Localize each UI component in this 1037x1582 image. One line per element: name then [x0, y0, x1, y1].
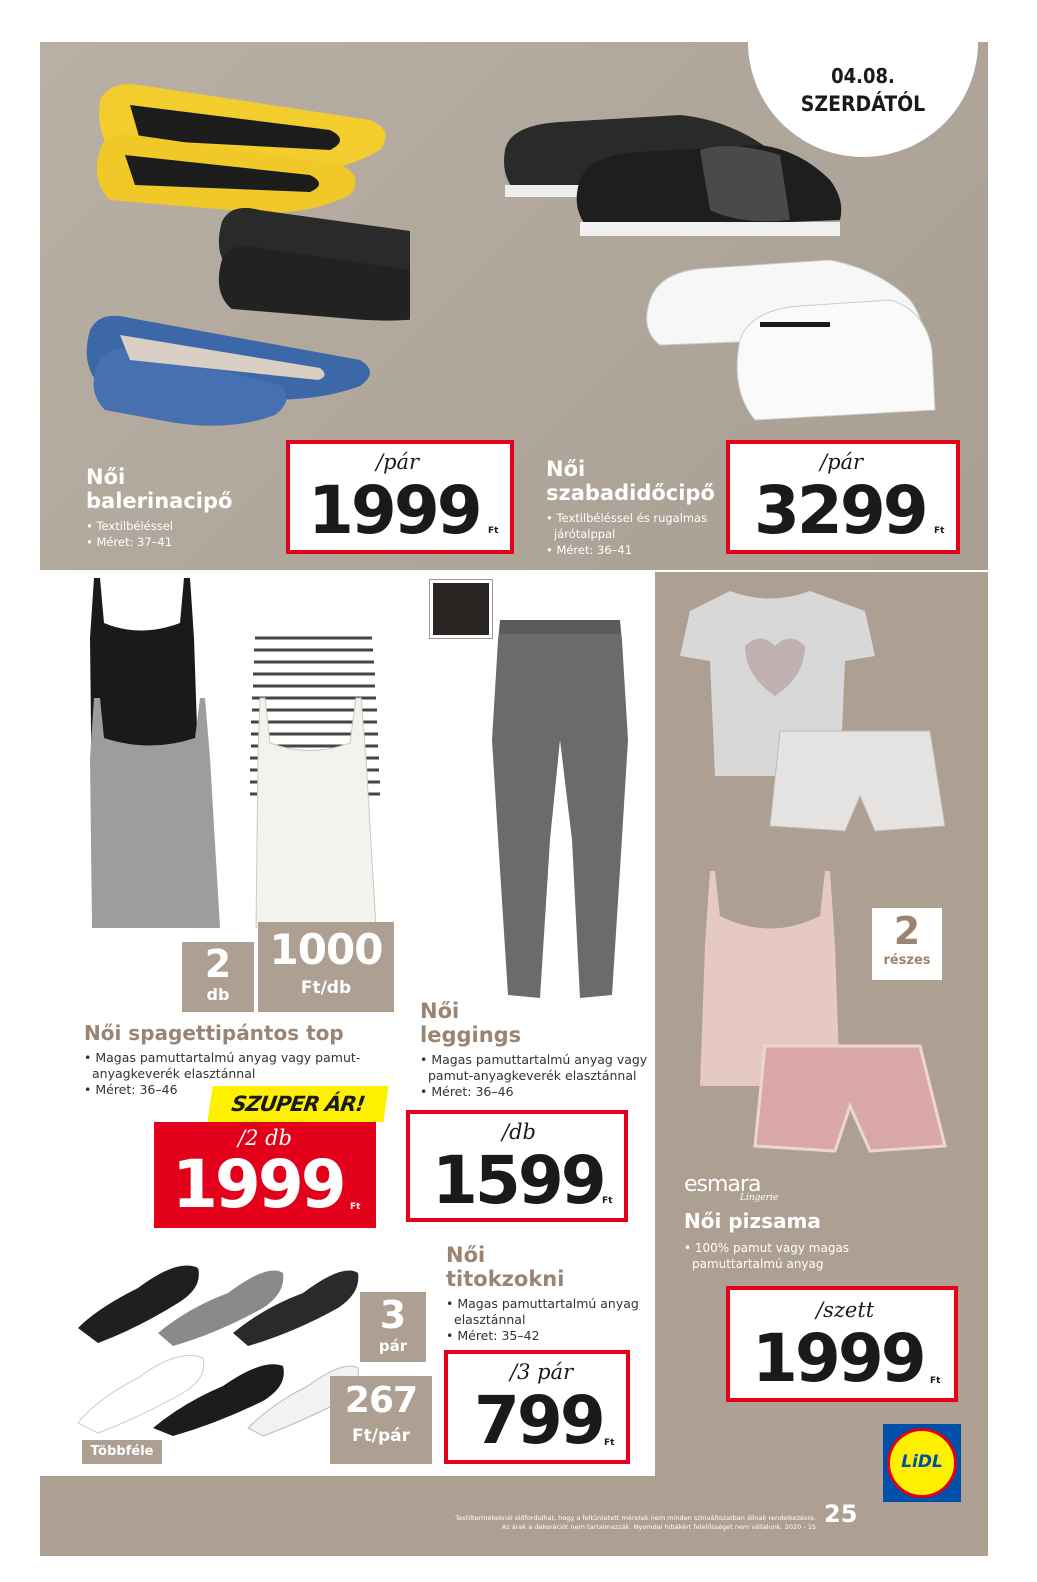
pajama-bullet-1: • 100% pamut vagy magas: [684, 1241, 850, 1255]
sneakers-image: [500, 110, 940, 440]
pajama-badge-count: 2: [893, 909, 921, 953]
ballerina-bullet-1: • Textilbéléssel: [86, 519, 173, 533]
tops-unit-price: 1000: [269, 925, 383, 974]
tops-unit-price-badge: [258, 922, 394, 1012]
socks-quantity-badge: [360, 1292, 426, 1362]
leggings-title-line1: Női: [420, 999, 460, 1023]
sneaker-currency: Ft: [934, 526, 945, 536]
tops-bullet-3: • Méret: 36–46: [84, 1082, 178, 1097]
date-text: 04.08.: [831, 64, 895, 88]
pajama-badge-unit: részes: [883, 953, 931, 968]
tops-currency: Ft: [350, 1202, 361, 1212]
pajama-price-unit: /szett: [816, 1298, 875, 1322]
tops-title: Női spagettipántos top: [84, 1021, 344, 1045]
sneaker-price-unit: /pár: [820, 450, 864, 474]
variety-label: Többféle: [82, 1440, 162, 1464]
esmara-logo: esmara: [684, 1172, 761, 1197]
pajama-currency: Ft: [930, 1376, 941, 1386]
ballerina-shoes-image: [80, 60, 410, 440]
tops-bullet-2: anyagkeverék elasztánnal: [92, 1066, 256, 1081]
socks-price-box: [444, 1350, 630, 1464]
socks-bullet-1: • Magas pamuttartalmú anyag: [446, 1296, 639, 1311]
pajama-bullet-2: pamuttartalmú anyag: [692, 1257, 824, 1271]
ballerina-price-box: [286, 440, 514, 554]
ballerina-price: 1999: [308, 472, 480, 549]
sneaker-bullet-3: • Méret: 36–41: [546, 543, 633, 557]
socks-currency: Ft: [604, 1438, 615, 1448]
leggings-bullet-3: • Méret: 36–46: [420, 1084, 514, 1099]
tops-badge-count: 2: [204, 942, 232, 986]
pajama-bullets: [684, 1240, 849, 1272]
sneaker-title-line1: Női: [546, 457, 586, 481]
leggings-price-box: [406, 1110, 628, 1222]
sneaker-title-line2: szabadidőcipő: [546, 481, 715, 505]
socks-price: 799: [474, 1382, 603, 1459]
tops-unit-price-suffix: Ft/db: [300, 978, 352, 998]
lidl-logo-text: LiDL: [901, 1452, 943, 1472]
tops-badge-unit: db: [206, 985, 230, 1004]
page-number: 25: [824, 1500, 858, 1528]
pajama-parts-badge: [872, 908, 942, 980]
footer-disclaimer-line1: Textiltermékeknél előfordulhat, hogy a feltüntetett méretek nem minden színváltozatban állnak rendelkezésre.: [455, 1514, 816, 1522]
tops-quantity-badge: [182, 942, 254, 1012]
socks-badge-count: 3: [379, 1293, 407, 1337]
leggings-title-line2: leggings: [420, 1023, 522, 1047]
socks-unit-price: 267: [344, 1380, 418, 1421]
pajama-price-box: [726, 1286, 958, 1402]
leggings-price-unit: /db: [502, 1120, 536, 1144]
ballerina-bullets: [86, 518, 173, 550]
socks-image: [78, 1248, 368, 1438]
spaghetti-tops-image: [80, 578, 390, 928]
socks-unit-price-suffix: Ft/pár: [352, 1426, 410, 1446]
socks-price-unit: /3 pár: [510, 1360, 574, 1384]
sneaker-bullets: [546, 510, 707, 558]
ballerina-title-line2: balerinacipő: [86, 489, 233, 513]
super-price-label: SZUPER ÁR!: [230, 1092, 366, 1116]
pajama-price: 1999: [752, 1320, 924, 1397]
footer-disclaimer-line2: Az árak a dekorációt nem tartalmazzák. Nyomdai hibákért felelősséget nem vállalunk. 2020 - 15: [501, 1523, 816, 1531]
leggings-bullet-2: pamut-anyagkeverék elasztánnal: [428, 1068, 637, 1083]
sneaker-bullet-2: járótalppal: [554, 527, 616, 541]
lidl-logo: [883, 1424, 961, 1502]
sneaker-price: 3299: [754, 472, 926, 549]
leggings-bullets: [420, 1052, 647, 1100]
tops-bullet-1: • Magas pamuttartalmú anyag vagy pamut-: [84, 1050, 361, 1065]
tops-price: 1999: [172, 1146, 344, 1223]
leggings-price: 1599: [432, 1142, 604, 1219]
super-price-banner: [207, 1086, 388, 1122]
socks-bullets: [446, 1296, 639, 1344]
pajama-title: Női pizsama: [684, 1209, 821, 1233]
socks-bullet-2: elasztánnal: [454, 1312, 526, 1327]
tops-price-unit: /2 db: [238, 1126, 292, 1150]
socks-bullet-3: • Méret: 35–42: [446, 1328, 540, 1343]
socks-title-line1: Női: [446, 1243, 486, 1267]
ballerina-bullet-2: • Méret: 37–41: [86, 535, 173, 549]
esmara-logo-subtitle: Lingerie: [740, 1193, 779, 1203]
socks-badge-unit: pár: [378, 1337, 408, 1355]
ballerina-title-line1: Női: [86, 465, 126, 489]
tops-price-box: [154, 1122, 376, 1228]
ballerina-currency: Ft: [488, 526, 499, 536]
leggings-image: [480, 620, 640, 1005]
date-suffix: SZERDÁTÓL: [800, 92, 926, 116]
leggings-currency: Ft: [602, 1196, 613, 1206]
sneaker-bullet-1: • Textilbéléssel és rugalmas: [546, 511, 708, 525]
socks-unit-price-badge: [330, 1376, 432, 1464]
ballerina-price-unit: /pár: [376, 450, 420, 474]
sneaker-price-box: [726, 440, 960, 554]
socks-title-line2: titokzokni: [446, 1267, 565, 1291]
pajama-image: [680, 586, 950, 1166]
footer-disclaimer: [300, 1514, 816, 1532]
leggings-bullet-1: • Magas pamuttartalmú anyag vagy: [420, 1052, 648, 1067]
